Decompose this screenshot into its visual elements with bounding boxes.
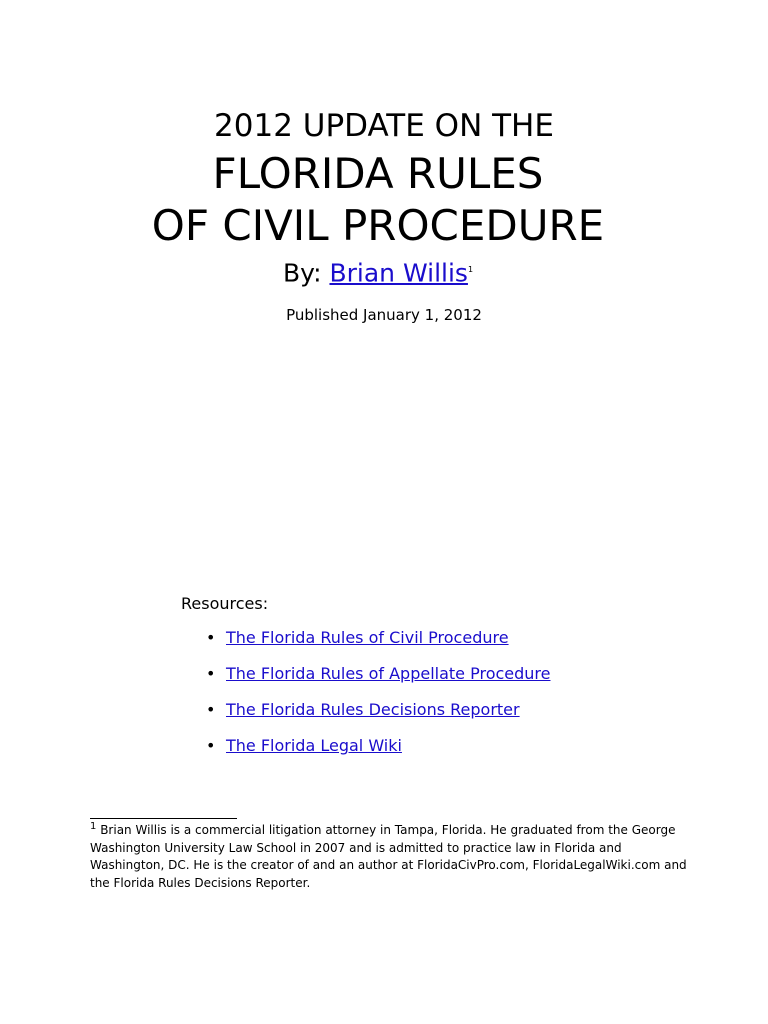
link-civil-procedure[interactable]: The Florida Rules of Civil Procedure <box>226 628 509 647</box>
footnote-text: Brian Willis is a commercial litigation attorney in Tampa, Florida. He graduated from the George Washington University Law School in 2007 and is admitted to practice law in Florida and Washington, DC. He is the creator of and an author at FloridaCivPro.com, FloridaLegalWiki.com and the Florida Rules Decisions Reporter. <box>90 823 687 890</box>
resource-list <box>206 627 551 771</box>
link-decisions-reporter[interactable]: The Florida Rules Decisions Reporter <box>226 700 520 719</box>
bullet-icon: • <box>206 664 216 683</box>
title-line-3: OF CIVIL PROCEDURE <box>151 201 605 250</box>
link-legal-wiki[interactable]: The Florida Legal Wiki <box>226 736 402 755</box>
footnote-reference: 1 <box>467 265 474 274</box>
title-line-1: 2012 UPDATE ON THE <box>214 108 554 144</box>
link-appellate-procedure[interactable]: The Florida Rules of Appellate Procedure <box>226 664 551 683</box>
footnote-marker: 1 <box>90 821 97 832</box>
bullet-icon: • <box>206 700 216 719</box>
footnote <box>90 822 690 892</box>
list-item <box>206 663 551 699</box>
published-date: Published January 1, 2012 <box>286 306 482 324</box>
footnote-divider <box>90 818 237 819</box>
resources-heading: Resources: <box>181 594 269 613</box>
byline <box>0 252 756 291</box>
list-item <box>206 699 551 735</box>
bullet-icon: • <box>206 628 216 647</box>
list-item <box>206 627 551 663</box>
title-line-2: FLORIDA RULES <box>212 149 544 198</box>
bullet-icon: • <box>206 736 216 755</box>
list-item <box>206 735 551 771</box>
byline-prefix: By: <box>282 258 330 288</box>
author-link[interactable]: Brian Willis <box>329 258 468 288</box>
